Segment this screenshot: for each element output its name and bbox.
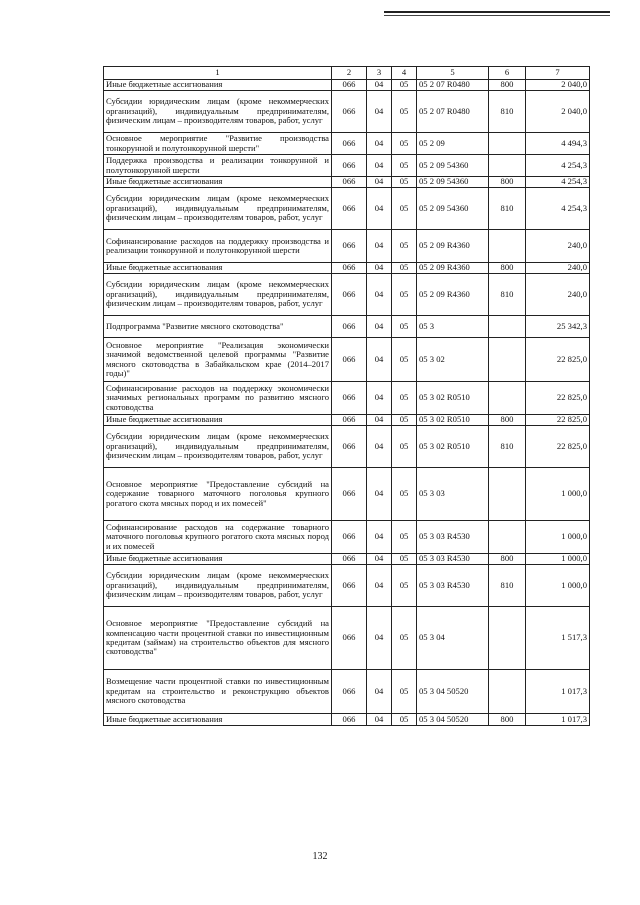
row-name-cell: Иные бюджетные ассигнования (104, 415, 332, 426)
expense-type-cell (489, 133, 526, 155)
amount-cell: 22 825,0 (526, 338, 590, 382)
row-name-cell: Основное мероприятие "Предоставление субсидий на компенсацию части процентной ставки по инвестиционным кредитам (займам) на строительство объектов для мясного скотоводства" (104, 607, 332, 670)
target-article-cell: 05 3 02 R0510 (417, 415, 489, 426)
expense-type-cell: 810 (489, 274, 526, 316)
subsection-code-cell: 05 (392, 565, 417, 607)
table-row (104, 521, 590, 554)
target-article-cell: 05 3 (417, 316, 489, 338)
table-row (104, 382, 590, 415)
amount-cell: 240,0 (526, 263, 590, 274)
ministry-code-cell: 066 (332, 177, 367, 188)
ministry-code-cell: 066 (332, 91, 367, 133)
target-article-cell: 05 3 02 R0510 (417, 382, 489, 415)
target-article-cell: 05 3 03 (417, 468, 489, 521)
amount-cell: 2 040,0 (526, 91, 590, 133)
subsection-code-cell: 05 (392, 316, 417, 338)
subsection-code-cell: 05 (392, 80, 417, 91)
table-row (104, 415, 590, 426)
subsection-code-cell: 05 (392, 382, 417, 415)
table-row (104, 714, 590, 726)
ministry-code-cell: 066 (332, 714, 367, 726)
section-code-cell: 04 (367, 188, 392, 230)
amount-cell: 22 825,0 (526, 415, 590, 426)
target-article-cell: 05 2 09 R4360 (417, 263, 489, 274)
amount-cell: 1 017,3 (526, 670, 590, 714)
section-code-cell: 04 (367, 426, 392, 468)
subsection-code-cell: 05 (392, 155, 417, 177)
amount-cell: 22 825,0 (526, 382, 590, 415)
header-cell: 4 (392, 67, 417, 80)
ministry-code-cell: 066 (332, 468, 367, 521)
table-row (104, 274, 590, 316)
subsection-code-cell: 05 (392, 230, 417, 263)
table-row (104, 565, 590, 607)
ministry-code-cell: 066 (332, 263, 367, 274)
section-code-cell: 04 (367, 670, 392, 714)
ministry-code-cell: 066 (332, 230, 367, 263)
section-code-cell: 04 (367, 714, 392, 726)
ministry-code-cell: 066 (332, 670, 367, 714)
table-body (104, 80, 590, 726)
amount-cell: 4 254,3 (526, 177, 590, 188)
header-cell: 7 (526, 67, 590, 80)
row-name-cell: Иные бюджетные ассигнования (104, 554, 332, 565)
section-code-cell: 04 (367, 230, 392, 263)
ministry-code-cell: 066 (332, 554, 367, 565)
row-name-cell: Основное мероприятие "Предоставление субсидий на содержание товарного маточного поголовья крупного рогатого скота мясных пород и их помесей" (104, 468, 332, 521)
ministry-code-cell: 066 (332, 274, 367, 316)
section-code-cell: 04 (367, 521, 392, 554)
target-article-cell: 05 2 09 54360 (417, 177, 489, 188)
row-name-cell: Субсидии юридическим лицам (кроме некоммерческих организаций), индивидуальным предпринимателям, физическим лицам – производителям товаров, работ, услуг (104, 91, 332, 133)
section-code-cell: 04 (367, 607, 392, 670)
expense-type-cell: 810 (489, 188, 526, 230)
section-code-cell: 04 (367, 415, 392, 426)
subsection-code-cell: 05 (392, 415, 417, 426)
expense-type-cell (489, 607, 526, 670)
subsection-code-cell: 05 (392, 554, 417, 565)
row-name-cell: Субсидии юридическим лицам (кроме некоммерческих организаций), индивидуальным предпринимателям, физическим лицам – производителям товаров, работ, услуг (104, 565, 332, 607)
expense-type-cell: 800 (489, 554, 526, 565)
row-name-cell: Возмещение части процентной ставки по инвестиционным кредитам на строительство и реконструкцию объектов мясного скотоводства (104, 670, 332, 714)
target-article-cell: 05 2 09 R4360 (417, 274, 489, 316)
subsection-code-cell: 05 (392, 521, 417, 554)
row-name-cell: Субсидии юридическим лицам (кроме некоммерческих организаций), индивидуальным предпринимателям, физическим лицам – производителям товаров, работ, услуг (104, 188, 332, 230)
table-row (104, 91, 590, 133)
expense-type-cell: 810 (489, 91, 526, 133)
ministry-code-cell: 066 (332, 316, 367, 338)
ministry-code-cell: 066 (332, 338, 367, 382)
target-article-cell: 05 3 03 R4530 (417, 521, 489, 554)
table-row (104, 133, 590, 155)
table-row (104, 607, 590, 670)
target-article-cell: 05 2 07 R0480 (417, 91, 489, 133)
header-cell: 2 (332, 67, 367, 80)
subsection-code-cell: 05 (392, 274, 417, 316)
table-row (104, 230, 590, 263)
amount-cell: 1 000,0 (526, 565, 590, 607)
subsection-code-cell: 05 (392, 468, 417, 521)
subsection-code-cell: 05 (392, 177, 417, 188)
expense-type-cell (489, 155, 526, 177)
section-code-cell: 04 (367, 565, 392, 607)
table-row (104, 177, 590, 188)
document-page (103, 66, 589, 726)
ministry-code-cell: 066 (332, 607, 367, 670)
table-row (104, 338, 590, 382)
subsection-code-cell: 05 (392, 188, 417, 230)
row-name-cell: Иные бюджетные ассигнования (104, 263, 332, 274)
section-code-cell: 04 (367, 80, 392, 91)
amount-cell: 1 000,0 (526, 554, 590, 565)
section-code-cell: 04 (367, 468, 392, 521)
subsection-code-cell: 05 (392, 133, 417, 155)
target-article-cell: 05 2 09 54360 (417, 188, 489, 230)
target-article-cell: 05 2 09 (417, 133, 489, 155)
table-row (104, 263, 590, 274)
ministry-code-cell: 066 (332, 521, 367, 554)
amount-cell: 4 254,3 (526, 155, 590, 177)
row-name-cell: Субсидии юридическим лицам (кроме некоммерческих организаций), индивидуальным предпринимателям, физическим лицам – производителям товаров, работ, услуг (104, 426, 332, 468)
amount-cell: 25 342,3 (526, 316, 590, 338)
top-rule (384, 11, 610, 13)
expense-type-cell: 810 (489, 426, 526, 468)
header-cell: 3 (367, 67, 392, 80)
target-article-cell: 05 2 09 54360 (417, 155, 489, 177)
header-row (104, 67, 590, 80)
target-article-cell: 05 2 09 R4360 (417, 230, 489, 263)
budget-table (103, 66, 590, 726)
ministry-code-cell: 066 (332, 565, 367, 607)
top-rule-thin (384, 15, 610, 16)
page-number: 132 (312, 851, 328, 862)
ministry-code-cell: 066 (332, 426, 367, 468)
section-code-cell: 04 (367, 263, 392, 274)
row-name-cell: Поддержка производства и реализации тонкорунной и полутонкорунной шерсти (104, 155, 332, 177)
table-row (104, 155, 590, 177)
ministry-code-cell: 066 (332, 188, 367, 230)
row-name-cell: Иные бюджетные ассигнования (104, 714, 332, 726)
row-name-cell: Основное мероприятие "Развитие производства тонкорунной и полутонкорунной шерсти" (104, 133, 332, 155)
subsection-code-cell: 05 (392, 91, 417, 133)
row-name-cell: Подпрограмма "Развитие мясного скотоводства" (104, 316, 332, 338)
amount-cell: 1 000,0 (526, 468, 590, 521)
table-row (104, 188, 590, 230)
ministry-code-cell: 066 (332, 415, 367, 426)
expense-type-cell: 810 (489, 565, 526, 607)
target-article-cell: 05 3 03 R4530 (417, 554, 489, 565)
table-row (104, 316, 590, 338)
table-row (104, 468, 590, 521)
amount-cell: 2 040,0 (526, 80, 590, 91)
section-code-cell: 04 (367, 177, 392, 188)
amount-cell: 22 825,0 (526, 426, 590, 468)
expense-type-cell: 800 (489, 263, 526, 274)
row-name-cell: Софинансирование расходов на поддержку производства и реализации тонкорунной и полутонкорунной шерсти (104, 230, 332, 263)
ministry-code-cell: 066 (332, 382, 367, 415)
expense-type-cell (489, 382, 526, 415)
expense-type-cell: 800 (489, 80, 526, 91)
amount-cell: 1 017,3 (526, 714, 590, 726)
expense-type-cell (489, 316, 526, 338)
target-article-cell: 05 3 04 (417, 607, 489, 670)
target-article-cell: 05 3 04 50520 (417, 714, 489, 726)
target-article-cell: 05 3 04 50520 (417, 670, 489, 714)
amount-cell: 4 494,3 (526, 133, 590, 155)
expense-type-cell: 800 (489, 177, 526, 188)
expense-type-cell: 800 (489, 714, 526, 726)
ministry-code-cell: 066 (332, 80, 367, 91)
target-article-cell: 05 3 02 R0510 (417, 426, 489, 468)
table-row (104, 80, 590, 91)
section-code-cell: 04 (367, 554, 392, 565)
section-code-cell: 04 (367, 91, 392, 133)
subsection-code-cell: 05 (392, 607, 417, 670)
subsection-code-cell: 05 (392, 338, 417, 382)
amount-cell: 240,0 (526, 274, 590, 316)
section-code-cell: 04 (367, 274, 392, 316)
expense-type-cell (489, 670, 526, 714)
subsection-code-cell: 05 (392, 426, 417, 468)
amount-cell: 1 517,3 (526, 607, 590, 670)
header-cell: 5 (417, 67, 489, 80)
subsection-code-cell: 05 (392, 670, 417, 714)
row-name-cell: Основное мероприятие "Реализация экономически значимой ведомственной целевой программы "Развитие мясного скотоводства в Забайкальском крае (2014–2017 годы)" (104, 338, 332, 382)
amount-cell: 1 000,0 (526, 521, 590, 554)
table-row (104, 426, 590, 468)
row-name-cell: Субсидии юридическим лицам (кроме некоммерческих организаций), индивидуальным предпринимателям, физическим лицам – производителям товаров, работ, услуг (104, 274, 332, 316)
expense-type-cell (489, 230, 526, 263)
target-article-cell: 05 3 02 (417, 338, 489, 382)
expense-type-cell (489, 338, 526, 382)
subsection-code-cell: 05 (392, 263, 417, 274)
target-article-cell: 05 3 03 R4530 (417, 565, 489, 607)
ministry-code-cell: 066 (332, 155, 367, 177)
section-code-cell: 04 (367, 155, 392, 177)
target-article-cell: 05 2 07 R0480 (417, 80, 489, 91)
expense-type-cell (489, 468, 526, 521)
section-code-cell: 04 (367, 338, 392, 382)
row-name-cell: Софинансирование расходов на содержание товарного маточного поголовья крупного рогатого скота мясных пород и их помесей (104, 521, 332, 554)
header-cell: 6 (489, 67, 526, 80)
subsection-code-cell: 05 (392, 714, 417, 726)
amount-cell: 4 254,3 (526, 188, 590, 230)
table-row (104, 670, 590, 714)
amount-cell: 240,0 (526, 230, 590, 263)
row-name-cell: Иные бюджетные ассигнования (104, 80, 332, 91)
section-code-cell: 04 (367, 316, 392, 338)
header-cell: 1 (104, 67, 332, 80)
row-name-cell: Софинансирование расходов на поддержку экономически значимых региональных программ по развитию мясного скотоводства (104, 382, 332, 415)
ministry-code-cell: 066 (332, 133, 367, 155)
expense-type-cell (489, 521, 526, 554)
section-code-cell: 04 (367, 133, 392, 155)
table-row (104, 554, 590, 565)
expense-type-cell: 800 (489, 415, 526, 426)
row-name-cell: Иные бюджетные ассигнования (104, 177, 332, 188)
section-code-cell: 04 (367, 382, 392, 415)
